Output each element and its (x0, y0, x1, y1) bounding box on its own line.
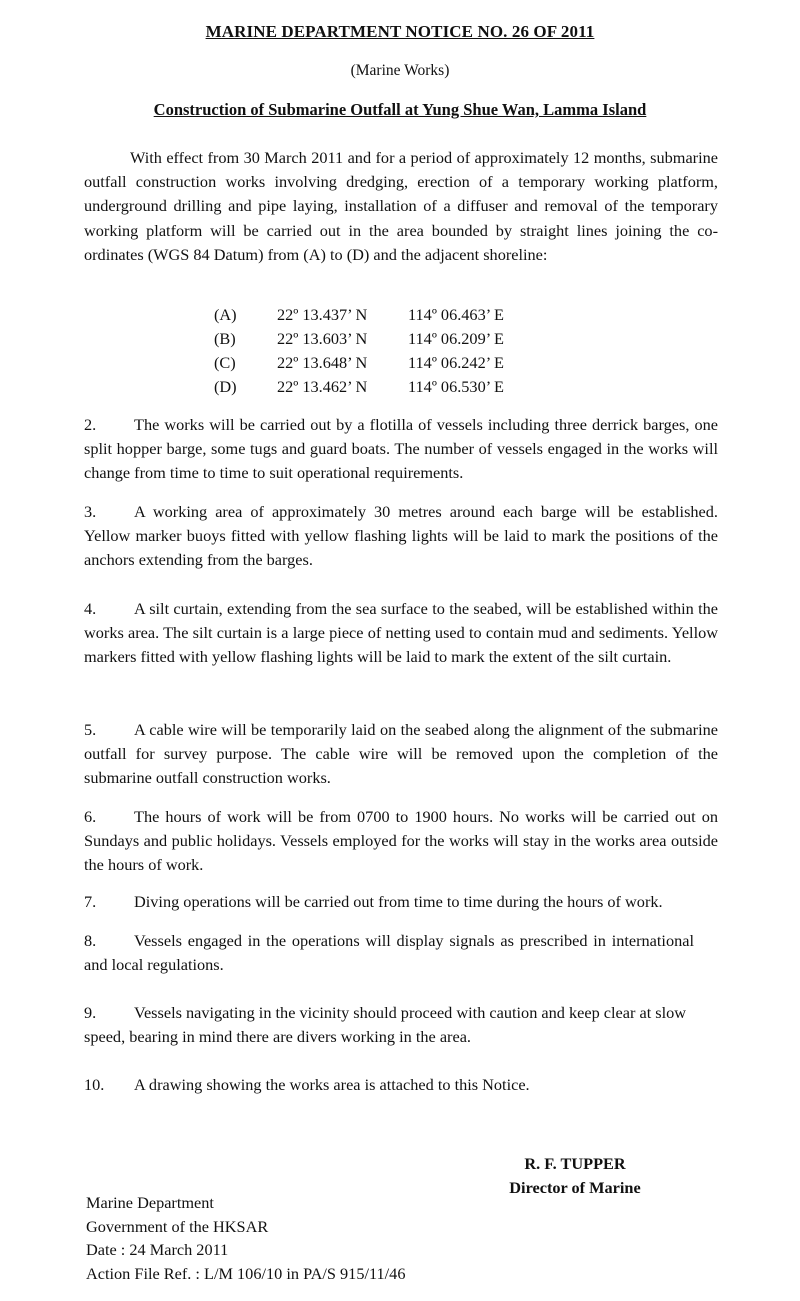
paragraph-number: 6. (84, 807, 97, 826)
paragraph-9 (84, 1001, 694, 1049)
notice-heading: Construction of Submarine Outfall at Yung Shue Wan, Lamma Island (153, 100, 647, 119)
coordinate-longitude: 114º 06.209’ E (408, 329, 504, 348)
coordinate-latitude: 22º 13.648’ N (277, 353, 368, 372)
paragraph-number: 2. (84, 415, 97, 434)
paragraph-number: 3. (84, 502, 97, 521)
footer-block (86, 1191, 405, 1285)
footer-government: Government of the HKSAR (86, 1216, 269, 1236)
paragraph-text: Diving operations will be carried out from time to time during the hours of work. (134, 892, 663, 911)
coordinate-label: (A) (214, 305, 237, 324)
paragraph-7 (84, 890, 718, 914)
paragraph-number: 4. (84, 599, 97, 618)
paragraph-number: 8. (84, 931, 97, 950)
notice-title: MARINE DEPARTMENT NOTICE NO. 26 OF 2011 (205, 22, 595, 41)
paragraph-text: Vessels navigating in the vicinity should proceed with caution and keep clear at slow speed, bearing in mind there are divers working in the area. (84, 1003, 687, 1047)
coordinate-longitude: 114º 06.242’ E (408, 353, 504, 372)
paragraph-text: A working area of approximately 30 metres around each barge will be established. Yellow marker buoys fitted with yellow flashing lights will be laid to mark the positions of the anchors extending from the barges. (84, 502, 718, 570)
coordinate-row (214, 351, 504, 375)
coordinate-latitude: 22º 13.462’ N (277, 377, 368, 396)
paragraph-2 (84, 413, 718, 486)
coordinate-latitude: 22º 13.437’ N (277, 305, 368, 324)
paragraph-4 (84, 597, 718, 670)
footer-date: Date : 24 March 2011 (86, 1240, 229, 1260)
paragraph-number: 5. (84, 720, 97, 739)
paragraph-text: A silt curtain, extending from the sea surface to the seabed, will be established within the works area. The silt curtain is a large piece of netting used to contain mud and sediments. Yellow markers fitted with yellow flashing lights will be laid to mark the extent of the silt curtain. (84, 599, 718, 667)
paragraph-10 (84, 1073, 718, 1097)
coordinate-label: (C) (214, 353, 236, 372)
signature-block (470, 1152, 680, 1200)
coordinate-row (214, 327, 504, 351)
paragraph-5 (84, 718, 718, 791)
coordinate-label: (B) (214, 329, 236, 348)
paragraph-6 (84, 805, 718, 878)
paragraph-number: 9. (84, 1003, 97, 1022)
paragraph-text: Vessels engaged in the operations will display signals as prescribed in international and local regulations. (84, 931, 694, 975)
coordinate-row (214, 375, 504, 399)
paragraph-3 (84, 500, 718, 573)
coordinates-table (214, 303, 504, 399)
paragraph-text: A drawing showing the works area is attached to this Notice. (134, 1075, 530, 1094)
intro-paragraph: With effect from 30 March 2011 and for a period of approximately 12 months, submarine outfall construction works involving dredging, erection of a temporary working platform, underground drilling and pipe laying, installation of a diffuser and removal of the temporary working platform will be carried out in the area bounded by straight lines joining the co-ordinates (WGS 84 Datum) from (A) to (D) and the adjacent shoreline: (84, 148, 718, 264)
coordinate-longitude: 114º 06.530’ E (408, 377, 504, 396)
paragraph-text: A cable wire will be temporarily laid on the seabed along the alignment of the submarine outfall for survey purpose. The cable wire will be removed upon the completion of the submarine outfall construction works. (84, 720, 718, 788)
signatory-title: Director of Marine (509, 1178, 641, 1197)
footer-file-ref: Action File Ref. : L/M 106/10 in PA/S 915/11/46 (86, 1263, 406, 1283)
coordinate-longitude: 114º 06.463’ E (408, 305, 504, 324)
paragraph-text: The works will be carried out by a flotilla of vessels including three derrick barges, one split hopper barge, some tugs and guard boats. The number of vessels engaged in the works will change from time to time to suit operational requirements. (84, 415, 718, 483)
coordinate-latitude: 22º 13.603’ N (277, 329, 368, 348)
paragraph-number: 10. (84, 1075, 105, 1094)
paragraph-text: The hours of work will be from 0700 to 1900 hours. No works will be carried out on Sundays and public holidays. Vessels employed for the works will stay in the works area outside the hours of work. (84, 807, 718, 875)
coordinate-label: (D) (214, 377, 237, 396)
notice-subtitle: (Marine Works) (350, 62, 450, 79)
footer-department: Marine Department (86, 1193, 214, 1212)
signatory-name: R. F. TUPPER (524, 1154, 626, 1173)
coordinate-row (214, 303, 504, 327)
paragraph-number: 7. (84, 892, 97, 911)
paragraph-8 (84, 929, 694, 977)
